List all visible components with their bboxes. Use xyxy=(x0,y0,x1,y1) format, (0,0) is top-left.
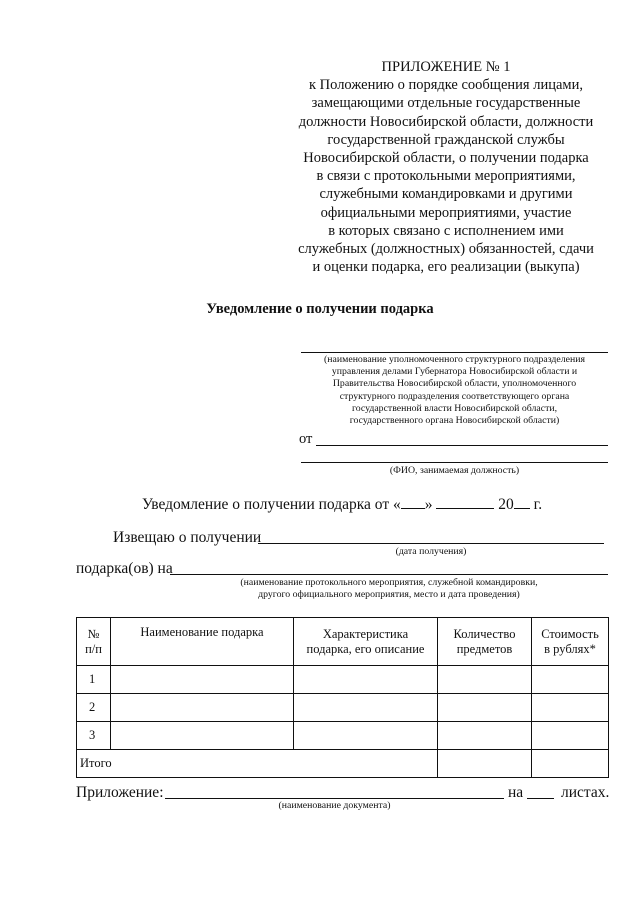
appendix-line: официальными мероприятиями, участие xyxy=(320,204,572,221)
caption-line: государственной власти Новосибирской области, xyxy=(351,402,558,414)
header-line: п/п xyxy=(85,641,102,656)
notice-month-field[interactable] xyxy=(436,494,494,509)
col-header-description xyxy=(294,618,438,666)
header-line: № xyxy=(87,626,100,641)
notice-text: » xyxy=(424,496,433,513)
attachment-label: Приложение: xyxy=(76,784,164,801)
col-header-gift-name xyxy=(111,618,294,666)
gift-name-cell[interactable] xyxy=(111,666,294,694)
appendix-line: служебными командировками и другими xyxy=(319,186,573,203)
recipient-name-line[interactable] xyxy=(301,352,608,353)
appendix-line: замещающими отдельные государственные xyxy=(311,95,581,112)
receipt-date-line[interactable] xyxy=(258,543,604,544)
appendix-line: должности Новосибирской области, должности xyxy=(298,113,594,130)
attachment-sheets-count-line[interactable] xyxy=(527,798,554,799)
event-line[interactable] xyxy=(170,574,608,575)
caption-line: другого официального мероприятия, место и дата проведения) xyxy=(258,589,520,601)
attachment-doc-line[interactable] xyxy=(165,798,504,799)
col-header-number xyxy=(77,618,111,666)
page-title: Уведомление о получении подарка xyxy=(206,301,434,317)
col-header-cost xyxy=(532,618,609,666)
description-cell[interactable] xyxy=(294,722,438,750)
notice-line xyxy=(142,494,542,514)
total-quantity-cell[interactable] xyxy=(438,750,532,778)
attachment-sheets-label: листах. xyxy=(561,784,610,801)
appendix-line: служебных (должностных) обязанностей, сдачи xyxy=(298,241,594,258)
row-number: 1 xyxy=(77,666,111,694)
event-caption xyxy=(170,577,608,601)
header-line: подарка, его описание xyxy=(306,641,425,656)
notice-text: г. xyxy=(529,496,543,513)
total-cost-cell[interactable] xyxy=(532,750,609,778)
caption-line: Правительства Новосибирской области, уполномоченного xyxy=(332,378,577,390)
row-number: 3 xyxy=(77,722,111,750)
appendix-header xyxy=(288,58,604,276)
gift-name-cell[interactable] xyxy=(111,694,294,722)
fio-line[interactable] xyxy=(301,462,608,463)
cost-cell[interactable] xyxy=(532,722,609,750)
gift-name-cell[interactable] xyxy=(111,722,294,750)
inform-label: Извещаю о получении xyxy=(113,529,262,546)
table-row xyxy=(77,694,609,722)
description-cell[interactable] xyxy=(294,694,438,722)
recipient-caption xyxy=(301,354,608,427)
quantity-cell[interactable] xyxy=(438,666,532,694)
from-label: от xyxy=(299,431,313,447)
appendix-line: в которых связано с исполнением ими xyxy=(328,222,564,239)
notice-day-field[interactable] xyxy=(401,494,425,509)
gifts-table xyxy=(76,617,609,778)
cost-cell[interactable] xyxy=(532,666,609,694)
caption-line: структурного подразделения соответствующего органа xyxy=(339,390,570,402)
header-line: Наименование подарка xyxy=(140,625,264,639)
appendix-line: государственной гражданской службы xyxy=(327,131,565,148)
caption-line: государственного органа Новосибирской области) xyxy=(349,415,560,427)
total-label: Итого xyxy=(77,750,438,778)
appendix-line: и оценки подарка, его реализации (выкупа) xyxy=(312,259,580,276)
notice-text: 20 xyxy=(494,496,514,513)
table-total-row xyxy=(77,750,609,778)
caption-line: (наименование уполномоченного структурного подразделения xyxy=(324,354,585,365)
caption-line: управления делами Губернатора Новосибирской области и xyxy=(331,366,578,378)
notice-text: Уведомление о получении подарка от « xyxy=(142,496,401,513)
header-line: предметов xyxy=(456,641,513,656)
appendix-line: ПРИЛОЖЕНИЕ № 1 xyxy=(381,59,511,75)
header-line: Характеристика xyxy=(322,626,409,641)
header-line: в рублях* xyxy=(544,641,596,656)
table-row xyxy=(77,666,609,694)
notice-year-field[interactable] xyxy=(514,494,530,509)
from-line[interactable] xyxy=(316,445,608,446)
header-line: Стоимость xyxy=(541,626,599,641)
cost-cell[interactable] xyxy=(532,694,609,722)
appendix-line: в связи с протокольными мероприятиями, xyxy=(316,168,576,185)
gift-label: подарка(ов) на xyxy=(76,560,173,577)
quantity-cell[interactable] xyxy=(438,722,532,750)
caption-line: (наименование протокольного мероприятия, служебной командировки, xyxy=(240,577,538,588)
table-row xyxy=(77,722,609,750)
attachment-on-label: на xyxy=(508,784,524,801)
description-cell[interactable] xyxy=(294,666,438,694)
header-line: Количество xyxy=(453,626,516,641)
appendix-line: к Положению о порядке сообщения лицами, xyxy=(309,77,583,94)
attachment-doc-caption: (наименование документа) xyxy=(278,800,391,811)
fio-caption: (ФИО, занимаемая должность) xyxy=(389,465,520,476)
table-header-row xyxy=(77,618,609,666)
quantity-cell[interactable] xyxy=(438,694,532,722)
appendix-line: Новосибирской области, о получении подарка xyxy=(303,150,589,167)
row-number: 2 xyxy=(77,694,111,722)
col-header-quantity xyxy=(438,618,532,666)
receipt-date-caption: (дата получения) xyxy=(395,546,467,557)
